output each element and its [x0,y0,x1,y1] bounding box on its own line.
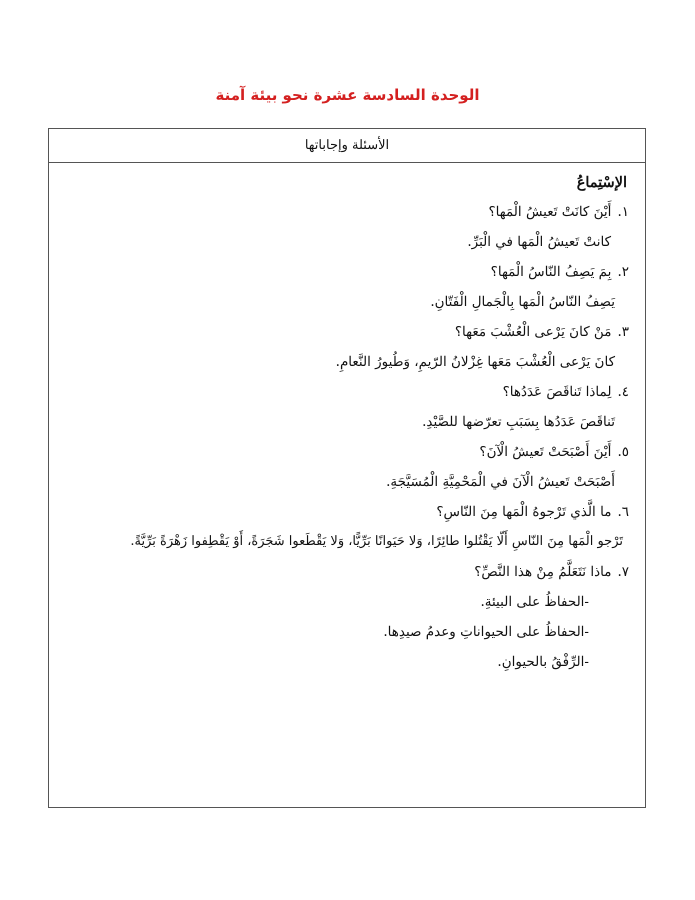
unit-title: الوحدة السادسة عشرة نحو بيئة آمنة [215,86,480,104]
table-header: الأسئلة وإجاباتها [49,129,645,163]
answer-5: أَصْبَحَتْ تَعيشُ الْآنَ في الْمَحْمِيَّةِ الْمُسَيَّجَةِ. [386,474,615,490]
question-text: بِمَ يَصِفُ النّاسُ الْمَها؟ [490,264,612,280]
answer-7-item: -الحفاظُ على البيئةِ. [480,594,589,610]
answer-4: تَناقَصَ عَدَدُها بِسَبَبِ تعرّضها للصَّيْدِ. [422,414,615,430]
section-title: الإسْتِماعُ [576,174,627,191]
answer-2: يَصِفُ النّاسُ الْمَها بِالْجَمالِ الْفَتّانِ. [430,294,615,310]
answer-6: تَرْجو الْمَها مِنَ النّاسِ أَلّا يَقْتُلوا طائِرًا، وَلا حَيَوانًا بَرِّيًّا، وَلا يَقْطَعوا شَجَرَةً، أَوْ يَقْطِفوا زَهْرَةً بَرِّيَّةً. [130,534,623,549]
question-text: لِماذا تَناقَصَ عَدَدُها؟ [502,384,612,400]
question-1 [63,197,629,227]
question-number: ٣. [617,324,629,340]
qa-table [48,128,646,808]
question-number: ١. [617,204,629,220]
answer-3: كانَ يَرْعى الْعُشْبَ مَعَها غِزْلانُ الرّيمِ، وَطُيورُ النَّعامِ. [335,354,615,370]
question-number: ٦. [617,504,629,520]
answer-1: كانتْ تَعيشُ الْمَها في الْبَرِّ. [467,234,611,250]
question-5 [63,437,629,467]
question-number: ٧. [617,564,629,580]
question-number: ٤. [617,384,629,400]
answer-7-item: -الرِّفْقُ بالحيوانِ. [497,654,589,670]
question-number: ٥. [617,444,629,460]
question-6 [63,497,629,527]
question-text: ما الَّذي تَرْجوهُ الْمَها مِنَ النّاسِ؟ [436,504,612,520]
question-7 [63,557,629,587]
question-4 [63,377,629,407]
question-text: مَنْ كانَ يَرْعى الْعُشْبَ مَعَها؟ [454,324,612,340]
question-3 [63,317,629,347]
question-text: أَيْنَ كانَتْ تَعيشُ الْمَها؟ [488,204,612,220]
answer-7-item: -الحفاظُ على الحيواناتِ وعدمُ صيدِها. [383,624,589,640]
question-text: أَيْنَ أَصْبَحَتْ تَعيشُ الْآنَ؟ [479,444,612,460]
question-2 [63,257,629,287]
question-number: ٢. [617,264,629,280]
question-text: ماذا نَتَعَلَّمُ مِنْ هذا النَّصِّ؟ [474,564,612,580]
qa-content [49,163,645,677]
